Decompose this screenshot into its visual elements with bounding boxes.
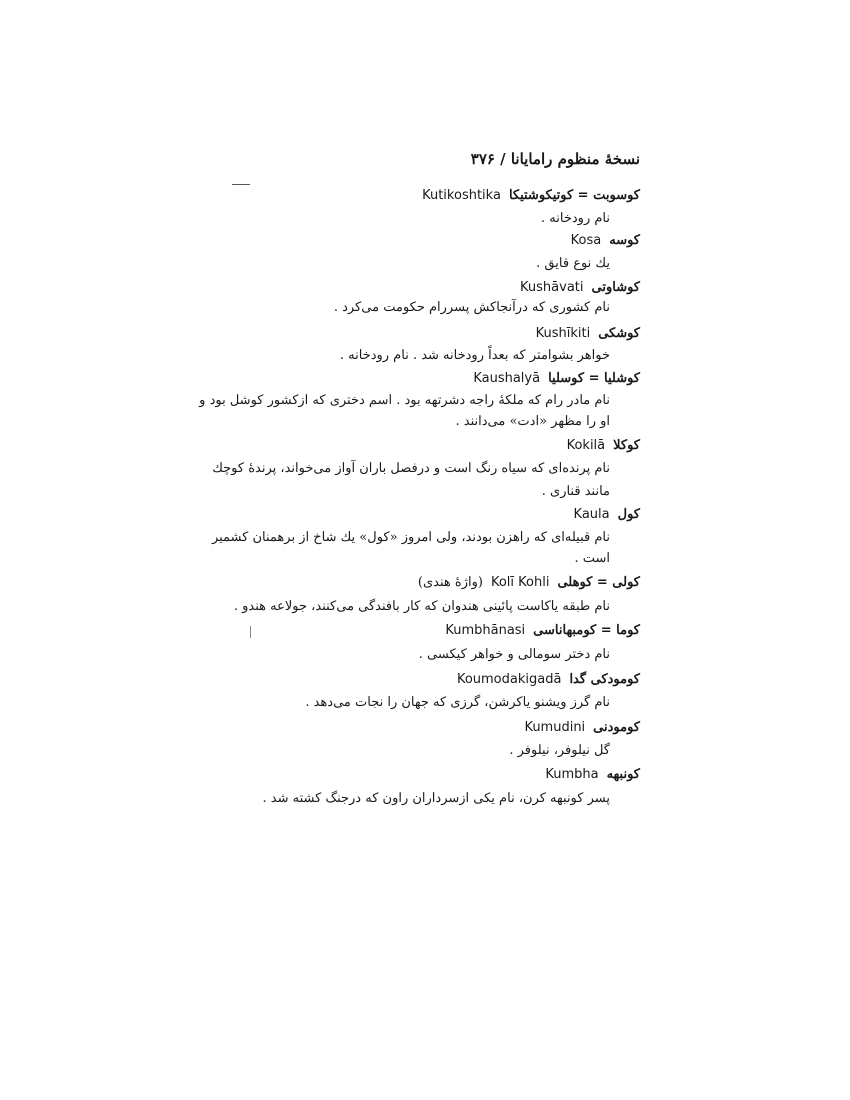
entry-definition: نام دختر سومالی و خواهر کیکسی .: [418, 647, 610, 662]
entry-head-line: [414, 188, 640, 203]
entry-definition: نام طبقه یاکاست پائینی هندوان که کار بافندگی می‌کنند، جولاعه هندو .: [233, 599, 610, 614]
entry-definition: یك نوع قایق .: [536, 256, 610, 271]
entry-headword: کونبهه: [606, 767, 640, 782]
entry-latin: Kumbha: [545, 767, 599, 782]
entry-head-line: [437, 623, 640, 638]
entry-definition: نام رودخانه .: [541, 211, 610, 226]
entry-definition-cont: مانند قناری .: [541, 484, 610, 499]
entry-definition: نام پرنده‌ای که سیاه رنگ است و درفصل باران آواز می‌خواند، پرندهٔ کوچك: [212, 461, 610, 476]
entry-head-line: [566, 507, 640, 522]
entry-latin: Kolī Kohli: [490, 575, 550, 590]
entry-headword: کول: [617, 507, 640, 522]
entry-definition-cont: است .: [574, 551, 610, 566]
entry-head-line: [528, 326, 640, 341]
entry-headword: کومودکی گدا: [569, 672, 640, 687]
entry-latin: Kokilā: [566, 438, 606, 453]
entry-latin: Koumodakigadā: [456, 672, 562, 687]
entry-latin: Kushīkiti: [535, 326, 591, 341]
entry-definition: نام مادر رام که ملکهٔ راجه دشرتهه بود . اسم دختری که ازکشور کوشل بود و: [199, 393, 610, 408]
entry-head-line: [559, 438, 640, 453]
entry-head-line: [537, 767, 640, 782]
entry-head-line: [563, 233, 640, 248]
entry-note: (واژهٔ هندی): [417, 575, 483, 590]
entry-latin: Kaula: [573, 507, 610, 522]
entry-definition: گل نیلوفر، نیلوفر .: [509, 743, 610, 758]
entry-definition: نام گرز ویشنو یاکرشن، گرزی که جهان را نجات می‌دهد .: [305, 695, 610, 710]
entry-definition: پسر کونبهه کرن، نام یکی ازسرداران راون که درجنگ کشته شد .: [262, 791, 610, 806]
entry-definition: خواهر بشوامتر که بعداً رودخانه شد . نام رودخانه .: [339, 348, 610, 363]
entry-headword: کوسوبت = کوتیکوشتیکا: [508, 188, 640, 203]
entry-headword: کوسه: [609, 233, 640, 248]
entry-definition-cont: او را مظهر «ادت» می‌دانند .: [455, 414, 610, 429]
entry-head-line: [516, 720, 640, 735]
entry-head-line: [449, 672, 640, 687]
entry-headword: کولی = کوهلی: [557, 575, 640, 590]
entry-headword: کوشکی: [598, 326, 640, 341]
entry-headword: کوشلیا = کوسلیا: [548, 371, 640, 386]
running-header: نسخهٔ منظوم رامایانا / ۳۷۶: [470, 150, 640, 168]
entry-latin: Kumbhānasi: [445, 623, 526, 638]
entry-head-line: [512, 280, 640, 295]
entry-definition: نام قبیله‌ای که راهزن بودند، ولی امروز «کول» یك شاخ از برهمنان کشمیر: [211, 530, 610, 545]
entry-latin: Kaushalyā: [473, 371, 541, 386]
entry-headword: کوما = کومبهاناسی: [533, 623, 640, 638]
entry-head-line: [465, 371, 640, 386]
entry-latin: Kushāvati: [520, 280, 584, 295]
entry-definition: نام کشوری که درآنجاکش پسررام حکومت می‌کرد .: [333, 300, 610, 315]
entry-head-line: [418, 575, 640, 590]
entry-latin: Kosa: [570, 233, 602, 248]
entry-headword: کوکلا: [613, 438, 640, 453]
entry-headword: کوشاوتی: [591, 280, 640, 295]
entry-latin: Kutikoshtika: [422, 188, 501, 203]
entry-latin: Kumudini: [524, 720, 586, 735]
entry-headword: کومودنی: [593, 720, 640, 735]
